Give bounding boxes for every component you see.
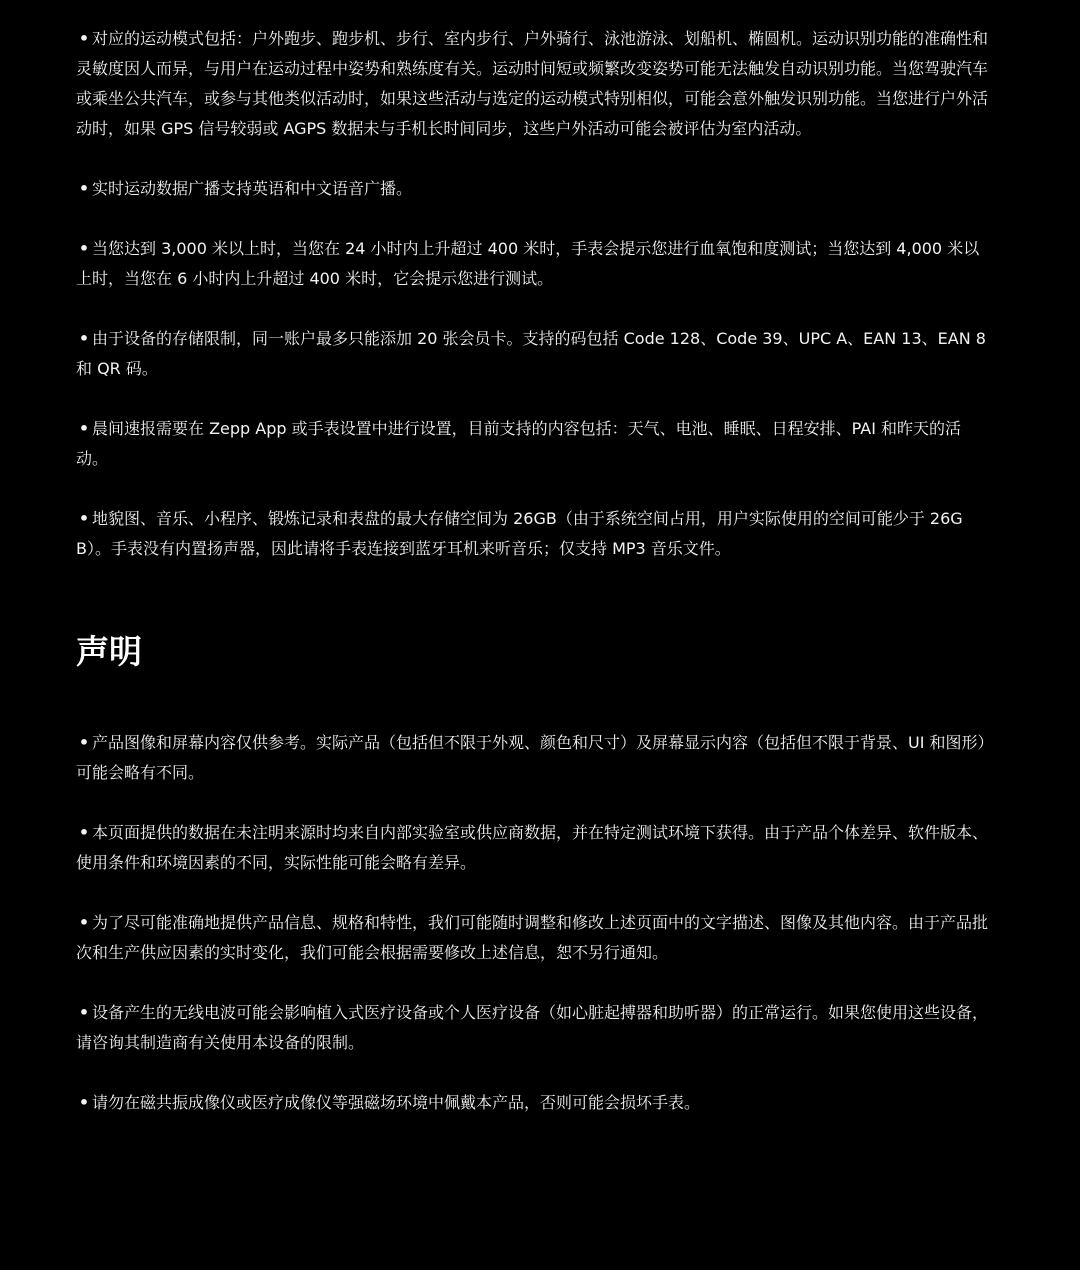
statement-note-radio-waves: • 设备产生的无线电波可能会影响植入式医疗设备或个人医疗设备（如心脏起搏器和助听器）的正常运行。如果您使用这些设备，请咨询其制造商有关使用本设备的限制。 [76, 998, 992, 1058]
statement-notes-list [76, 728, 992, 1118]
note-morning-briefing: • 晨间速报需要在 Zepp App 或手表设置中进行设置，目前支持的内容包括：天气、电池、睡眠、日程安排、PAI 和昨天的活动。 [76, 414, 992, 474]
statement-note-content-changes: • 为了尽可能准确地提供产品信息、规格和特性，我们可能随时调整和修改上述页面中的文字描述、图像及其他内容。由于产品批次和生产供应因素的实时变化，我们可能会根据需要修改上述信息，恕不另行通知。 [76, 908, 992, 968]
statement-note-magnetic-field: • 请勿在磁共振成像仪或医疗成像仪等强磁场环境中佩戴本产品，否则可能会损坏手表。 [76, 1088, 992, 1118]
note-sport-modes: • 对应的运动模式包括：户外跑步、跑步机、步行、室内步行、户外骑行、泳池游泳、划船机、椭圆机。运动识别功能的准确性和灵敏度因人而异，与用户在运动过程中姿势和熟练度有关。运动时间短或频繁改变姿势可能无法触发自动识别功能。当您驾驶汽车或乘坐公共汽车，或参与其他类似活动时，如果这些活动与选定的运动模式特别相似，可能会意外触发识别功能。当您进行户外活动时，如果 GPS 信号较弱或 AGPS 数据未与手机长时间同步，这些户外活动可能会被评估为室内活动。 [76, 24, 992, 144]
statement-note-images: • 产品图像和屏幕内容仅供参考。实际产品（包括但不限于外观、颜色和尺寸）及屏幕显示内容（包括但不限于背景、UI 和图形）可能会略有不同。 [76, 728, 992, 788]
note-spo2-altitude: • 当您达到 3,000 米以上时，当您在 24 小时内上升超过 400 米时，手表会提示您进行血氧饱和度测试；当您达到 4,000 米以上时，当您在 6 小时内上升超过 400 米时，它会提示您进行测试。 [76, 234, 992, 294]
note-storage-music: • 地貌图、音乐、小程序、锻炼记录和表盘的最大存储空间为 26GB（由于系统空间占用，用户实际使用的空间可能少于 26GB）。手表没有内置扬声器，因此请将手表连接到蓝牙耳机来听音乐；仅支持 MP3 音乐文件。 [76, 504, 992, 564]
note-voice-broadcast: • 实时运动数据广播支持英语和中文语音广播。 [76, 174, 992, 204]
statement-heading: 声明 [76, 632, 142, 671]
note-membership-cards: • 由于设备的存储限制，同一账户最多只能添加 20 张会员卡。支持的码包括 Code 128、Code 39、UPC A、EAN 13、EAN 8 和 QR 码。 [76, 324, 992, 384]
feature-notes-list [76, 24, 992, 564]
statement-note-data-source: • 本页面提供的数据在未注明来源时均来自内部实验室或供应商数据，并在特定测试环境下获得。由于产品个体差异、软件版本、使用条件和环境因素的不同，实际性能可能会略有差异。 [76, 818, 992, 878]
page-content [76, 24, 992, 1148]
